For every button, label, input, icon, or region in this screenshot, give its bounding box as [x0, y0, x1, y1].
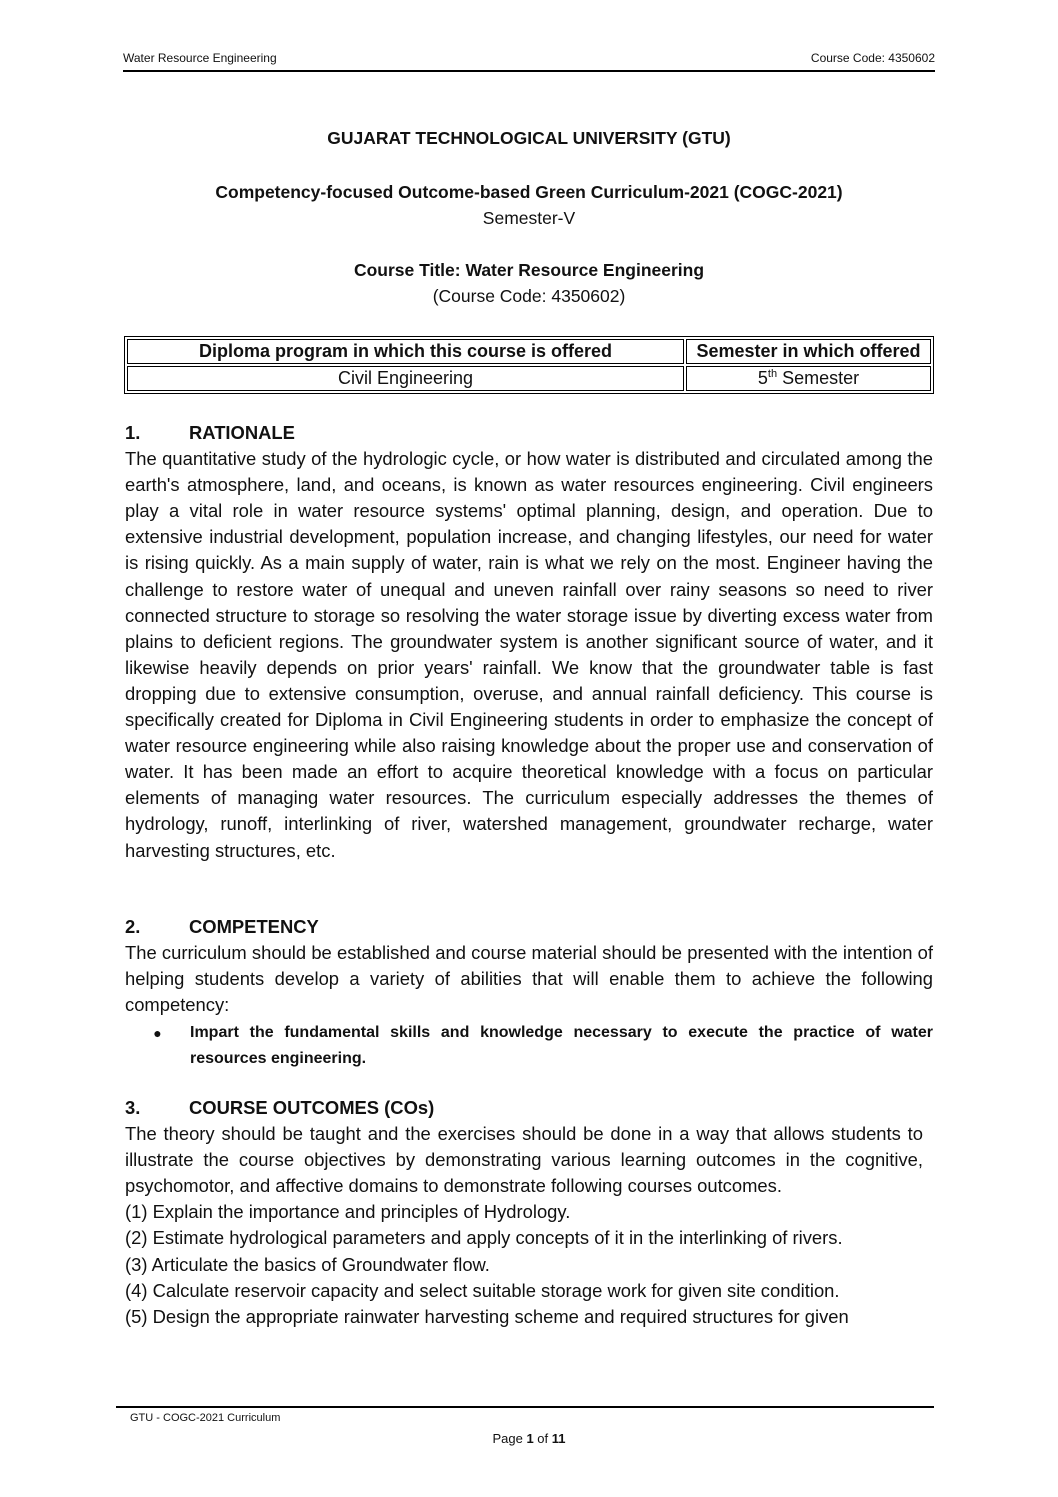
- page-number: [0, 1431, 1058, 1446]
- section-number: 1.: [125, 422, 141, 443]
- list-item: (3) Articulate the basics of Groundwater flow.: [125, 1253, 490, 1275]
- section-title: COURSE OUTCOMES (COs): [189, 1097, 435, 1118]
- list-item: (4) Calculate reservoir capacity and select suitable storage work for given site condition.: [125, 1279, 840, 1301]
- section-heading: [125, 914, 933, 940]
- page-of: of: [533, 1431, 552, 1446]
- curriculum-title: Competency-focused Outcome-based Green Curriculum-2021 (COGC-2021): [215, 182, 843, 202]
- cell-semester: [686, 366, 931, 391]
- cell-program: Civil Engineering: [127, 366, 684, 391]
- section-competency: [125, 914, 933, 1072]
- rationale-text: The quantitative study of the hydrologic cycle, or how water is distributed and circulated among the earth's atmosphere, land, and oceans, is known as water resources engineering. Civil engineers play a vital role in water resource systems' optimal planning, design, and operation. Due to extensive industrial development, population increase, and changing lifestyles, our need for water is rising quickly. As a main supply of water, rain is what we rely on the most. Engineer having the challenge to restore water of unequal and uneven rainfall over rainy seasons so need to river connected structure to storage so resolving the water storage issue by diverting excess water from plains to deficient regions. The groundwater system is another significant source of water, and it likewise heavily depends on prior years' rainfall. We know that the groundwater table is fast dropping due to extensive consumption, overuse, and annual rainfall deficiency. This course is specifically created for Diploma in Civil Engineering students in order to emphasize the concept of water resource engineering while also raising knowledge about the proper use and conservation of water. It has been made an effort to acquire theoretical knowledge with a focus on particular elements of managing water resources. The curriculum especially addresses the themes of hydrology, runoff, interlinking of river, watershed management, groundwater recharge, water harvesting structures, etc.: [125, 448, 933, 861]
- page-total: 11: [551, 1431, 566, 1446]
- header-program: Diploma program in which this course is offered: [127, 339, 684, 364]
- competency-text: The curriculum should be established and course material should be presented with the intention of helping students develop a variety of abilities that will enable them to achieve the following competency:: [125, 942, 933, 1016]
- course-outcomes-list: [125, 1199, 923, 1329]
- header-course-code: Course Code: 4350602: [810, 51, 935, 65]
- competency-statement: Impart the fundamental skills and knowledge necessary to execute the practice of water resources engineering.: [190, 1024, 933, 1068]
- section-rationale: [125, 420, 933, 864]
- list-item: (2) Estimate hydrological parameters and apply concepts of it in the interlinking of rivers.: [125, 1227, 843, 1249]
- footer-divider: [116, 1406, 934, 1408]
- section-number: 2.: [125, 916, 141, 937]
- section-number: 3.: [125, 1097, 141, 1118]
- semester-suffix: th: [767, 368, 778, 380]
- section-title: COMPETENCY: [189, 916, 319, 937]
- semester-label: Semester-V: [482, 208, 576, 228]
- table-row: [127, 366, 931, 391]
- offering-table: [124, 336, 934, 394]
- outcomes-intro-text: The theory should be taught and the exercises should be done in a way that allows students to illustrate the course objectives by demonstrating various learning outcomes in the cognitive, psychomotor, and affective domains to demonstrate following courses outcomes.: [125, 1123, 923, 1197]
- course-code: (Course Code: 4350602): [432, 286, 626, 306]
- course-title: Course Title: Water Resource Engineering: [353, 260, 705, 280]
- section-title: RATIONALE: [189, 422, 295, 443]
- page-current: 1: [526, 1431, 534, 1446]
- page-header: [123, 50, 935, 72]
- university-title: GUJARAT TECHNOLOGICAL UNIVERSITY (GTU): [327, 128, 731, 148]
- list-item: (1) Explain the importance and principles of Hydrology.: [125, 1201, 571, 1223]
- section-heading: [125, 420, 933, 446]
- header-semester: Semester in which offered: [686, 339, 931, 364]
- offering-table-header: [127, 339, 931, 364]
- semester-word: Semester: [777, 368, 860, 388]
- header-course-name: Water Resource Engineering: [123, 51, 277, 65]
- semester-number: 5: [757, 368, 768, 388]
- bullet-icon: ●: [153, 1025, 162, 1042]
- list-item: (5) Design the appropriate rainwater harvesting scheme and required structures for given: [125, 1305, 849, 1327]
- list-item: [125, 1020, 933, 1072]
- section-course-outcomes: [125, 1095, 923, 1330]
- page-label: Page: [492, 1431, 527, 1446]
- footer-curriculum-label: GTU - COGC-2021 Curriculum: [130, 1412, 281, 1424]
- section-heading: [125, 1095, 923, 1121]
